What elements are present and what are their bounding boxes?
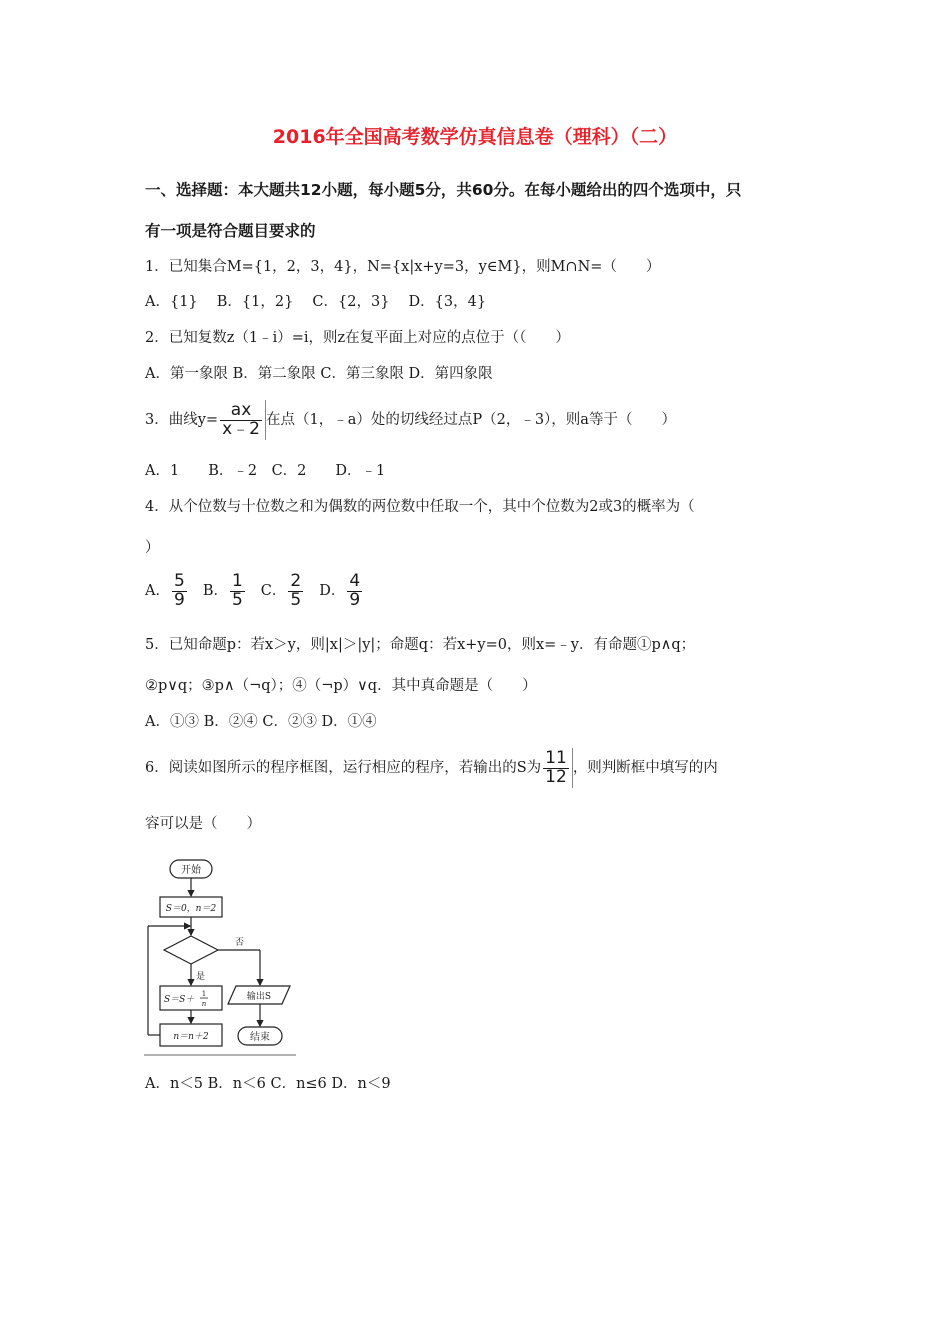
fraction-numerator: 2 bbox=[290, 570, 302, 591]
flowchart-update-s-label: S＝S＋ bbox=[164, 995, 195, 1005]
fraction-denominator: 12 bbox=[545, 766, 567, 787]
question-6-options: A．n＜5 B．n＜6 C．n≤6 D．n＜9 bbox=[145, 1076, 391, 1092]
option-b-label: B． bbox=[202, 583, 228, 599]
flowchart-frac-den: n bbox=[201, 1000, 207, 1008]
question-2-options: A．第一象限 B．第二象限 C．第三象限 D．第四象限 bbox=[145, 366, 493, 382]
option-b-fraction bbox=[230, 570, 245, 610]
flowchart-start-label: 开始 bbox=[181, 865, 201, 876]
option-d-fraction bbox=[347, 570, 362, 610]
question-6-fraction bbox=[543, 747, 569, 787]
flowchart-no-label: 否 bbox=[235, 938, 245, 948]
question-6-suffix: ，则判断框中填写的内 bbox=[572, 760, 718, 776]
option-c-fraction bbox=[288, 570, 303, 610]
fraction-denominator: 9 bbox=[349, 589, 361, 610]
question-5-stem-line2: ②p∨q；③p∧（¬q）；④（¬p）∨q．其中真命题是（ ） bbox=[145, 678, 537, 694]
fraction-denominator: 5 bbox=[231, 589, 243, 610]
question-4-stem-line1: 4．从个位数与十位数之和为偶数的两位数中任取一个，其中个位数为2或3的概率为（ bbox=[145, 499, 695, 515]
fraction-numerator: ax bbox=[220, 402, 262, 421]
flowchart-init-label: S＝0，n＝2 bbox=[165, 904, 217, 914]
question-4-options bbox=[145, 566, 364, 616]
flowchart-output-label: 输出S bbox=[246, 992, 272, 1002]
flowchart-frac-num: 1 bbox=[201, 990, 207, 998]
flowchart-yes-label: 是 bbox=[196, 972, 206, 982]
question-3-options: A．1 B．﹣2 C．2 D．﹣1 bbox=[145, 463, 386, 479]
question-4-stem-line2: ） bbox=[145, 540, 160, 556]
question-3-prefix: 3．曲线y= bbox=[145, 412, 219, 428]
question-1-options: A．{1} B．{1，2} C．{2，3} D．{3，4} bbox=[145, 294, 487, 310]
question-5-stem-line1: 5．已知命题p：若x＞y，则|x|＞|y|；命题q：若x+y=0，则x=﹣y．有命题①p∧q； bbox=[145, 637, 696, 653]
option-c-label: C． bbox=[260, 583, 287, 599]
fraction-numerator: 11 bbox=[545, 747, 567, 768]
fraction-denominator: 9 bbox=[173, 589, 185, 610]
program-flowchart bbox=[140, 852, 300, 1060]
question-6-stem-line1 bbox=[145, 744, 718, 792]
option-d-label: D． bbox=[319, 583, 346, 599]
fraction-numerator: 1 bbox=[231, 570, 243, 591]
question-3-fraction bbox=[220, 399, 262, 439]
question-2-stem: 2．已知复数z（1﹣i）=i，则z在复平面上对应的点位于（（ ） bbox=[145, 330, 570, 346]
fraction-numerator: 5 bbox=[173, 570, 185, 591]
flowchart-end-label: 结束 bbox=[250, 1032, 270, 1043]
page-title: 2016年全国高考数学仿真信息卷（理科）（二） bbox=[272, 126, 678, 148]
option-a-label: A． bbox=[145, 583, 170, 599]
fraction-numerator: 4 bbox=[349, 570, 361, 591]
question-6-stem-line2: 容可以是（ ） bbox=[145, 816, 261, 832]
question-5-options: A．①③ B．②④ C．②③ D．①④ bbox=[145, 714, 377, 730]
question-3-stem bbox=[145, 396, 676, 444]
fraction-denominator: x﹣2 bbox=[222, 418, 260, 439]
section-heading-line1: 一、选择题：本大题共12小题，每小题5分，共60分。在每小题给出的四个选项中，只 bbox=[145, 181, 742, 199]
question-3-suffix: 在点（1，﹣a）处的切线经过点P（2，﹣3），则a等于（ ） bbox=[265, 412, 676, 428]
option-a-fraction bbox=[172, 570, 187, 610]
section-heading-line2: 有一项是符合题目要求的 bbox=[145, 222, 316, 240]
flowchart-update-n-label: n＝n＋2 bbox=[173, 1032, 209, 1042]
question-1-stem: 1．已知集合M={1，2，3，4}，N={x|x+y=3，y∈M}，则M∩N=（ ） bbox=[145, 259, 661, 275]
flowchart-decision-diamond bbox=[164, 936, 218, 964]
question-6-prefix: 6．阅读如图所示的程序框图，运行相应的程序，若输出的S为 bbox=[145, 760, 542, 776]
fraction-denominator: 5 bbox=[290, 589, 302, 610]
